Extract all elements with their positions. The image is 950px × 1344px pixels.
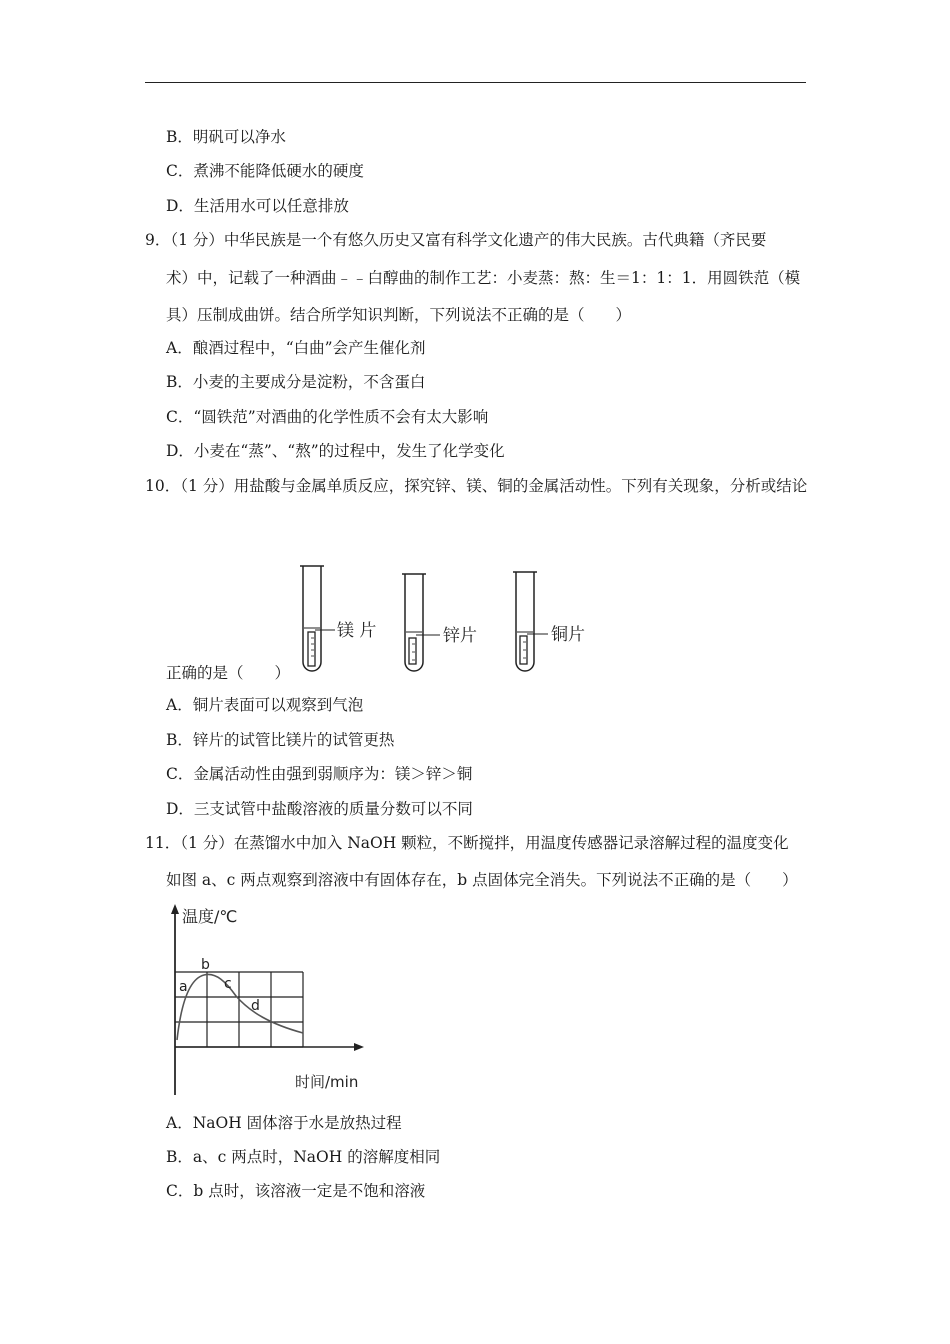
temperature-time-graph — [160, 900, 375, 1095]
q8-option-c: C．煮沸不能降低硬水的硬度 — [166, 162, 364, 180]
y-axis-label: 温度/℃ — [182, 907, 238, 926]
label-zn: 锌片 — [443, 626, 477, 646]
grid — [175, 972, 303, 1047]
q10-option-a: A．铜片表面可以观察到气泡 — [166, 696, 364, 714]
q11-option-a: A．NaOH 固体溶于水是放热过程 — [166, 1114, 402, 1132]
label-cu: 铜片 — [551, 625, 585, 645]
q11-option-c: C．b 点时，该溶液一定是不饱和溶液 — [166, 1182, 426, 1200]
point-d-label: d — [251, 998, 260, 1014]
q9-option-c: C．“圆铁范”对酒曲的化学性质不会有太大影响 — [166, 408, 489, 426]
q9-option-a: A．酿酒过程中，“白曲”会产生催化剂 — [166, 339, 426, 357]
q11-stem-line2: 如图 a、c 两点观察到溶液中有固体存在，b 点固体完全消失。下列说法不正确的是（ ） — [166, 871, 798, 889]
q10-stem-line2: 正确的是（ ） — [166, 664, 291, 682]
test-tube-zn — [402, 574, 440, 671]
q11-stem-line1: 11．（1 分）在蒸馏水中加入 NaOH 颗粒，不断搅拌，用温度传感器记录溶解过程的温度变化 — [145, 834, 789, 852]
q9-stem-line1: 9．（1 分）中华民族是一个有悠久历史又富有科学文化遗产的伟大民族。古代典籍（齐民要 — [145, 231, 767, 249]
q9-option-d: D．小麦在“蒸”、“熬”的过程中，发生了化学变化 — [166, 442, 505, 460]
q10-stem-line1: 10．（1 分）用盐酸与金属单质反应，探究锌、镁、铜的金属活动性。下列有关现象，分析或结论 — [145, 477, 808, 495]
q10-option-c: C．金属活动性由强到弱顺序为：镁＞锌＞铜 — [166, 765, 473, 783]
point-a-label: a — [179, 979, 188, 995]
q11-option-b: B．a、c 两点时，NaOH 的溶解度相同 — [166, 1148, 441, 1166]
label-mg: 镁 片 — [337, 621, 377, 641]
test-tube-mg — [300, 566, 335, 671]
q8-option-d: D．生活用水可以任意排放 — [166, 197, 349, 215]
graph-x-axis — [160, 1040, 375, 1060]
q9-option-b: B．小麦的主要成分是淀粉，不含蛋白 — [166, 373, 426, 391]
header-rule — [145, 82, 806, 83]
q10-option-d: D．三支试管中盐酸溶液的质量分数可以不同 — [166, 800, 473, 818]
point-c-label: c — [224, 976, 232, 992]
x-axis-label: 时间/min — [295, 1073, 359, 1091]
q10-option-b: B．锌片的试管比镁片的试管更热 — [166, 731, 395, 749]
q9-stem-line2: 术）中，记载了一种酒曲﹣﹣白醇曲的制作工艺：小麦蒸：熬：生＝1：1：1．用圆铁范（模 — [166, 269, 801, 287]
test-tubes-figure — [295, 562, 595, 678]
test-tube-cu — [513, 572, 548, 671]
q8-option-b: B．明矾可以净水 — [166, 128, 286, 146]
point-b-label: b — [201, 957, 210, 973]
q9-stem-line3: 具）压制成曲饼。结合所学知识判断，下列说法不正确的是（ ） — [166, 306, 632, 324]
temperature-curve — [177, 974, 303, 1040]
